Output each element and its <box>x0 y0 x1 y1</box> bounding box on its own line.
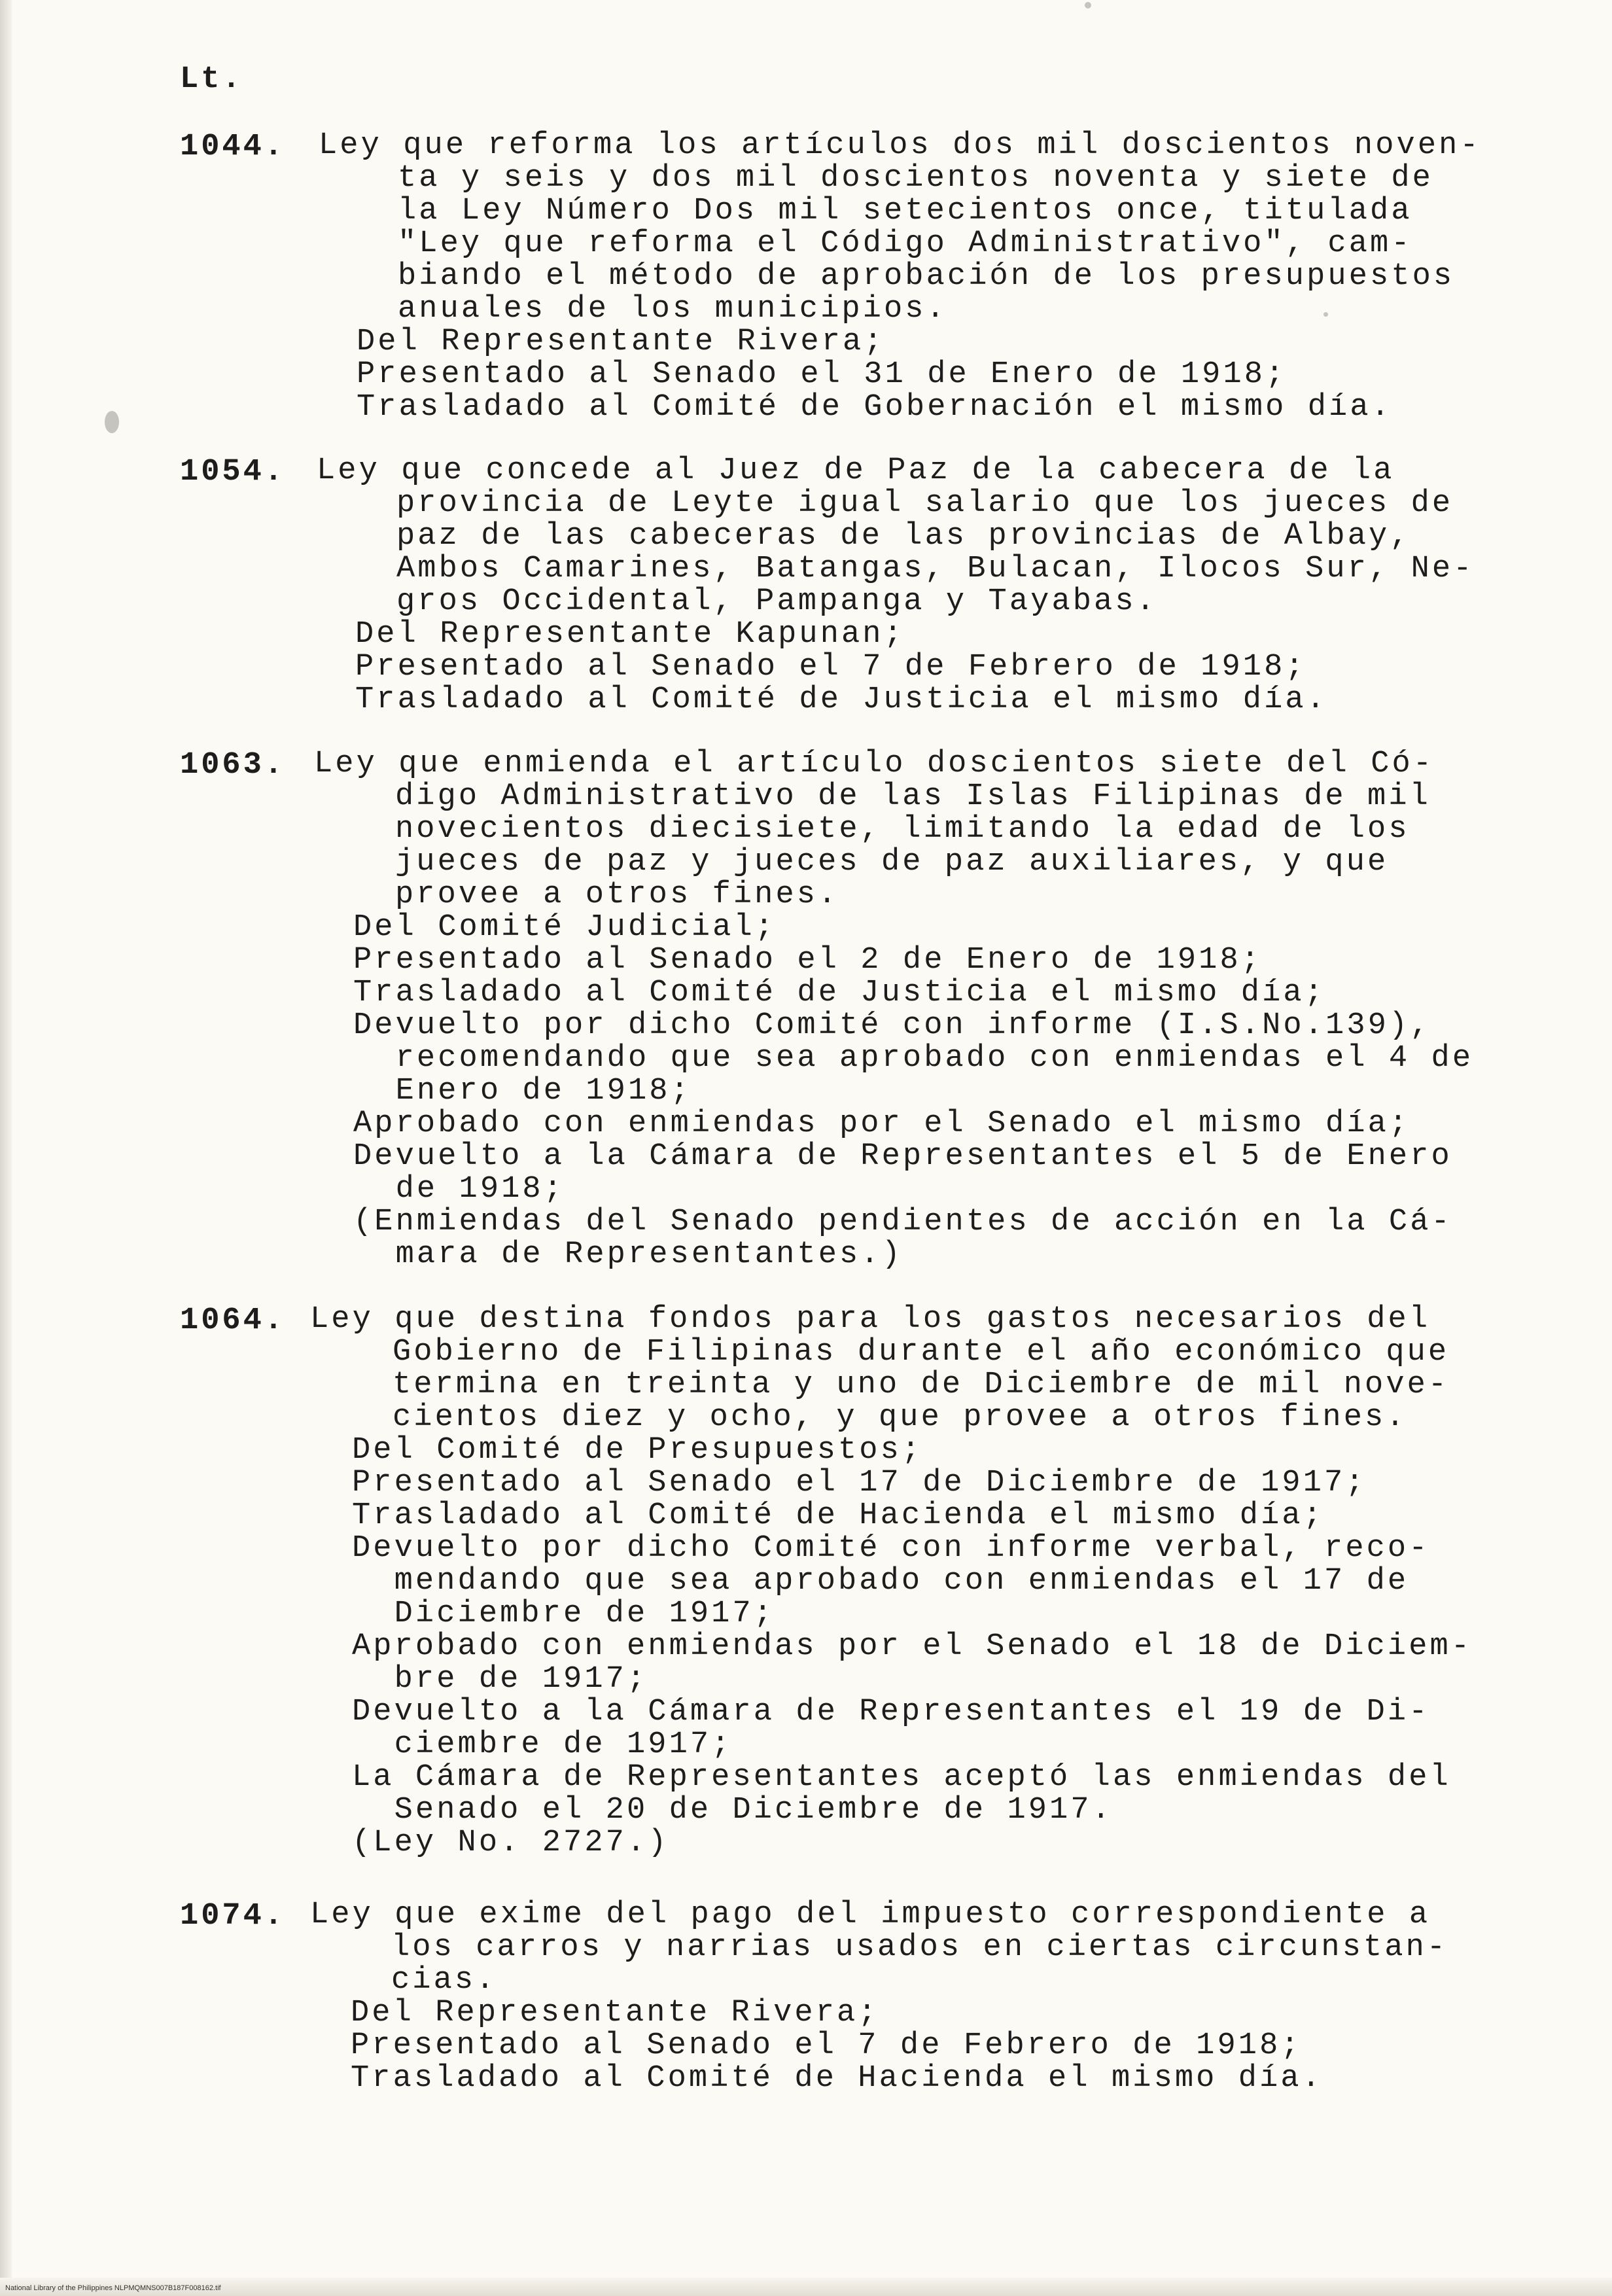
bill-history-line: Aprobado con enmiendas por el Senado el 18 de Diciem- <box>352 1629 1473 1664</box>
bill-number: 1074. <box>180 1899 286 1934</box>
ink-smudge <box>1085 2 1091 9</box>
bill-history-line: Presentado al Senado el 2 de Enero de 1918; <box>353 943 1263 978</box>
bill-history-line: Del Comité Judicial; <box>353 910 777 945</box>
bill-history-line: Presentado al Senado el 31 de Enero de 1918; <box>357 357 1287 392</box>
bill-title-line: jueces de paz y jueces de paz auxiliares, y que <box>395 845 1389 879</box>
bill-title-line: provee a otros fines. <box>395 877 839 912</box>
bill-number: 1063. <box>180 748 286 783</box>
bill-title-line: "Ley que reforma el Código Administrativo", cam- <box>398 226 1412 261</box>
bill-title-line: la Ley Número Dos mil setecientos once, titulada <box>398 194 1412 228</box>
bill-number: 1054. <box>180 455 286 489</box>
bill-history-line: Del Representante Kapunan; <box>355 617 905 652</box>
bill-title-line: provincia de Leyte igual salario que los jueces de <box>396 486 1454 521</box>
page-bottom-edge <box>0 2278 1612 2296</box>
bill-history-line: mendando que sea aprobado con enmiendas el 17 de <box>352 1564 1409 1598</box>
bill-history-line: de 1918; <box>353 1172 565 1207</box>
bill-history-line: Presentado al Senado el 17 de Diciembre de 1917; <box>352 1466 1367 1500</box>
bill-title-line: cientos diez y ocho, y que provee a otros fines. <box>393 1400 1407 1435</box>
ink-smudge <box>105 411 119 433</box>
bill-history-line: Senado el 20 de Diciembre de 1917. <box>352 1793 1113 1828</box>
bill-history-line: bre de 1917; <box>352 1662 648 1697</box>
bill-history-line: recomendando que sea aprobado con enmiendas el 4 de <box>353 1041 1474 1076</box>
bill-title-line: Ambos Camarines, Batangas, Bulacan, Ilocos Sur, Ne- <box>396 552 1475 586</box>
bill-title-line: termina en treinta y uno de Diciembre de mil nove- <box>393 1368 1450 1402</box>
bill-title-line: Ley que destina fondos para los gastos necesarios del <box>310 1302 1431 1337</box>
bill-number: 1044. <box>180 130 286 164</box>
bill-history-line: mara de Representantes.) <box>353 1237 903 1272</box>
bill-title-line: Ley que enmienda el artículo doscientos siete del Có- <box>314 747 1435 781</box>
bill-title-line: Ley que reforma los artículos dos mil doscientos noven- <box>319 128 1481 163</box>
bill-number: 1064. <box>180 1303 286 1338</box>
bill-title-line: gros Occidental, Pampanga y Tayabas. <box>396 584 1157 619</box>
bill-title-line: anuales de los municipios. <box>398 292 947 327</box>
bill-history-line: Enero de 1918; <box>353 1074 692 1108</box>
archive-footer: National Library of the Philippines NLPMQMNS007B187F008162.tif <box>5 2284 221 2292</box>
bill-title-line: paz de las cabeceras de las provincias de Albay, <box>396 519 1411 554</box>
bill-history-line: Trasladado al Comité de Hacienda el mismo día. <box>351 2061 1323 2096</box>
page-edge-shadow <box>0 0 12 2296</box>
ink-smudge <box>1323 312 1328 317</box>
bill-title-line: biando el método de aprobación de los presupuestos <box>398 259 1455 294</box>
bill-history-line: La Cámara de Representantes aceptó las enmiendas del <box>352 1760 1451 1795</box>
bill-title-line: Ley que concede al Juez de Paz de la cabecera de la <box>317 453 1395 488</box>
bill-title-line: ta y seis y dos mil doscientos noventa y siete de <box>398 161 1433 196</box>
bill-history-line: Devuelto a la Cámara de Representantes el 19 de Di- <box>352 1695 1430 1729</box>
bill-history-line: Diciembre de 1917; <box>352 1597 775 1631</box>
bill-history-line: Presentado al Senado el 7 de Febrero de 1918; <box>355 650 1306 684</box>
bill-history-line: Trasladado al Comité de Hacienda el mismo día; <box>352 1498 1325 1533</box>
bill-title-line: cias. <box>391 1963 497 1998</box>
bill-title-line: digo Administrativo de las Islas Filipinas de mil <box>395 779 1431 814</box>
bill-history-line: Devuelto a la Cámara de Representantes el 5 de Enero <box>353 1139 1452 1174</box>
bill-history-line: Del Representante Rivera; <box>351 1996 879 2030</box>
bill-title-line: Gobierno de Filipinas durante el año económico que <box>393 1335 1450 1369</box>
bill-history-line: Presentado al Senado el 7 de Febrero de 1918; <box>351 2028 1302 2063</box>
bill-history-line: Devuelto por dicho Comité con informe verbal, reco- <box>352 1531 1430 1566</box>
bill-history-line: Trasladado al Comité de Gobernación el mismo día. <box>357 390 1392 425</box>
bill-history-line: Aprobado con enmiendas por el Senado el mismo día; <box>353 1106 1410 1141</box>
bill-history-line: Trasladado al Comité de Justicia el mismo día; <box>353 976 1326 1010</box>
bill-title-line: novecientos diecisiete, limitando la edad de los <box>395 812 1410 847</box>
bill-history-line: Del Representante Rivera; <box>357 325 885 359</box>
bill-history-line: Del Comité de Presupuestos; <box>352 1433 923 1468</box>
bill-history-line: Devuelto por dicho Comité con informe (I.S.No.139), <box>353 1008 1431 1043</box>
bill-history-line: Trasladado al Comité de Justicia el mismo día. <box>355 682 1328 717</box>
bill-history-line: (Ley No. 2727.) <box>352 1826 669 1860</box>
page-header: Lt. <box>180 62 243 97</box>
bill-title-line: los carros y narrias usados en ciertas circunstan- <box>391 1930 1448 1965</box>
bill-history-line: ciembre de 1917; <box>352 1727 733 1762</box>
bill-title-line: Ley que exime del pago del impuesto correspondiente a <box>310 1898 1431 1932</box>
bill-history-line: (Enmiendas del Senado pendientes de acción en la Cá- <box>353 1205 1452 1239</box>
